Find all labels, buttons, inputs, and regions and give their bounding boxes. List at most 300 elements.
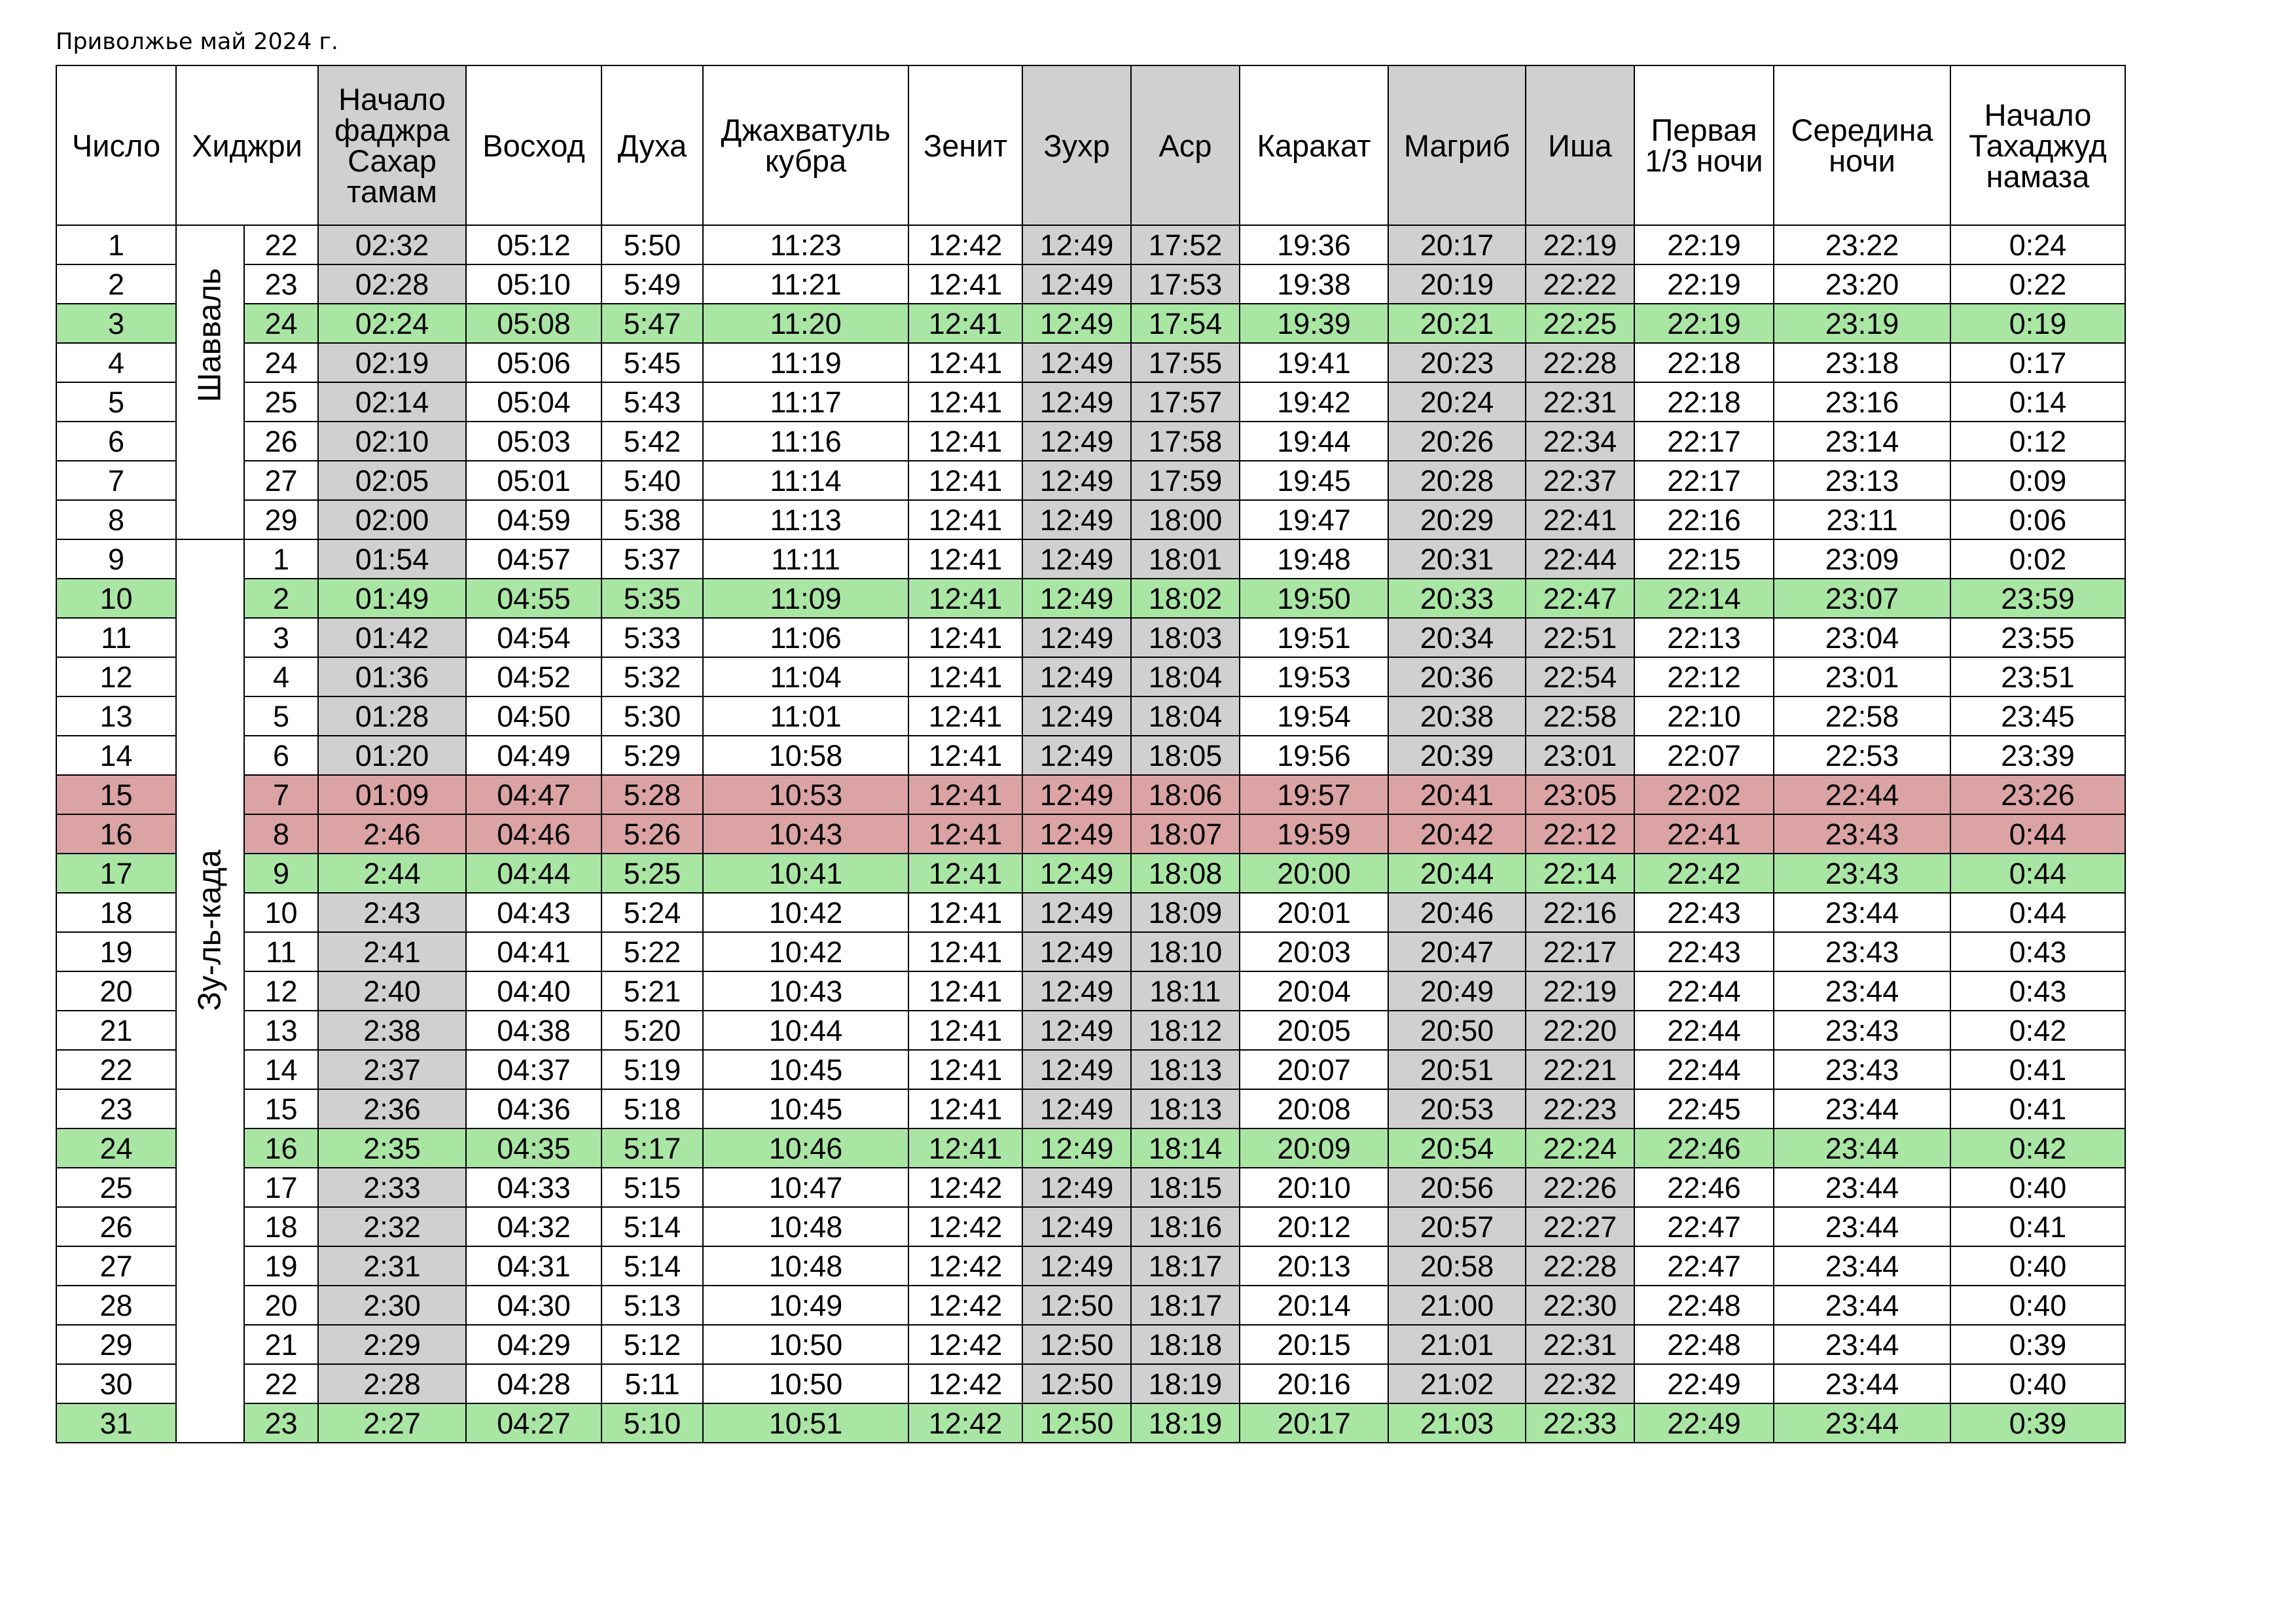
table-row — [56, 579, 2125, 618]
zuhr-cell: 12:49 — [1022, 657, 1131, 696]
table-row — [56, 932, 2125, 971]
zenith-cell: 12:41 — [908, 618, 1022, 657]
header-zuhr: Зухр — [1022, 65, 1131, 225]
zenith-cell: 12:41 — [908, 382, 1022, 422]
sunrise-cell: 05:06 — [466, 343, 601, 382]
asr-cell: 17:58 — [1131, 422, 1240, 461]
fajr-cell: 02:24 — [318, 304, 466, 343]
kubra-cell: 10:53 — [703, 775, 908, 814]
maghrib-cell: 21:00 — [1388, 1286, 1526, 1325]
midnight-cell: 23:14 — [1774, 422, 1950, 461]
header-duha: Духа — [601, 65, 703, 225]
first-third-cell: 22:10 — [1634, 696, 1774, 736]
zenith-cell: 12:41 — [908, 422, 1022, 461]
document-title: Приволжье май 2024 г. — [56, 29, 338, 55]
midnight-cell: 23:43 — [1774, 814, 1950, 854]
zuhr-cell: 12:49 — [1022, 1207, 1131, 1246]
asr-cell: 18:04 — [1131, 696, 1240, 736]
day-cell: 26 — [56, 1207, 176, 1246]
fajr-cell: 2:43 — [318, 893, 466, 932]
fajr-cell: 2:41 — [318, 932, 466, 971]
zenith-cell: 12:42 — [908, 1246, 1022, 1286]
duha-cell: 5:38 — [601, 500, 703, 539]
asr-cell: 17:54 — [1131, 304, 1240, 343]
header-karahat: Каракат — [1240, 65, 1388, 225]
karahat-cell: 20:17 — [1240, 1403, 1388, 1443]
sunrise-cell: 04:33 — [466, 1168, 601, 1207]
isha-cell: 22:12 — [1526, 814, 1634, 854]
isha-cell: 22:26 — [1526, 1168, 1634, 1207]
asr-cell: 18:08 — [1131, 854, 1240, 893]
hijri-day-cell: 21 — [244, 1325, 318, 1364]
sunrise-cell: 04:44 — [466, 854, 601, 893]
karahat-cell: 19:44 — [1240, 422, 1388, 461]
isha-cell: 22:24 — [1526, 1128, 1634, 1168]
zenith-cell: 12:41 — [908, 814, 1022, 854]
sunrise-cell: 04:41 — [466, 932, 601, 971]
duha-cell: 5:35 — [601, 579, 703, 618]
header-isha: Иша — [1526, 65, 1634, 225]
midnight-cell: 23:44 — [1774, 971, 1950, 1011]
hijri-day-cell: 24 — [244, 304, 318, 343]
karahat-cell: 20:05 — [1240, 1011, 1388, 1050]
maghrib-cell: 20:58 — [1388, 1246, 1526, 1286]
sunrise-cell: 05:03 — [466, 422, 601, 461]
asr-cell: 17:53 — [1131, 264, 1240, 304]
isha-cell: 22:32 — [1526, 1364, 1634, 1403]
fajr-cell: 2:40 — [318, 971, 466, 1011]
duha-cell: 5:29 — [601, 736, 703, 775]
hijri-day-cell: 6 — [244, 736, 318, 775]
header-day: Число — [56, 65, 176, 225]
fajr-cell: 02:10 — [318, 422, 466, 461]
maghrib-cell: 20:23 — [1388, 343, 1526, 382]
duha-cell: 5:43 — [601, 382, 703, 422]
zuhr-cell: 12:49 — [1022, 814, 1131, 854]
tahajjud-cell: 23:55 — [1950, 618, 2125, 657]
asr-cell: 18:07 — [1131, 814, 1240, 854]
kubra-cell: 11:11 — [703, 539, 908, 579]
duha-cell: 5:49 — [601, 264, 703, 304]
hijri-month-label: Зу-ль-када — [192, 849, 228, 1011]
isha-cell: 22:54 — [1526, 657, 1634, 696]
hijri-day-cell: 4 — [244, 657, 318, 696]
maghrib-cell: 20:17 — [1388, 225, 1526, 264]
day-cell: 15 — [56, 775, 176, 814]
midnight-cell: 23:44 — [1774, 1207, 1950, 1246]
midnight-cell: 23:01 — [1774, 657, 1950, 696]
table-row — [56, 736, 2125, 775]
kubra-cell: 10:58 — [703, 736, 908, 775]
first-third-cell: 22:47 — [1634, 1207, 1774, 1246]
duha-cell: 5:42 — [601, 422, 703, 461]
day-cell: 17 — [56, 854, 176, 893]
isha-cell: 22:31 — [1526, 382, 1634, 422]
karahat-cell: 20:14 — [1240, 1286, 1388, 1325]
kubra-cell: 11:04 — [703, 657, 908, 696]
isha-cell: 22:47 — [1526, 579, 1634, 618]
zenith-cell: 12:41 — [908, 304, 1022, 343]
hijri-day-cell: 22 — [244, 1364, 318, 1403]
karahat-cell: 19:50 — [1240, 579, 1388, 618]
tahajjud-cell: 0:44 — [1950, 814, 2125, 854]
first-third-cell: 22:12 — [1634, 657, 1774, 696]
tahajjud-cell: 0:42 — [1950, 1011, 2125, 1050]
zuhr-cell: 12:49 — [1022, 932, 1131, 971]
karahat-cell: 20:12 — [1240, 1207, 1388, 1246]
first-third-cell: 22:18 — [1634, 382, 1774, 422]
kubra-cell: 10:48 — [703, 1207, 908, 1246]
table-row — [56, 1168, 2125, 1207]
asr-cell: 18:10 — [1131, 932, 1240, 971]
karahat-cell: 20:16 — [1240, 1364, 1388, 1403]
kubra-cell: 11:16 — [703, 422, 908, 461]
kubra-cell: 10:48 — [703, 1246, 908, 1286]
zuhr-cell: 12:49 — [1022, 696, 1131, 736]
zenith-cell: 12:41 — [908, 579, 1022, 618]
karahat-cell: 19:47 — [1240, 500, 1388, 539]
maghrib-cell: 20:33 — [1388, 579, 1526, 618]
sunrise-cell: 04:31 — [466, 1246, 601, 1286]
sunrise-cell: 04:40 — [466, 971, 601, 1011]
isha-cell: 22:17 — [1526, 932, 1634, 971]
zuhr-cell: 12:49 — [1022, 971, 1131, 1011]
table-row — [56, 893, 2125, 932]
table-row — [56, 854, 2125, 893]
table-row — [56, 343, 2125, 382]
table-row — [56, 775, 2125, 814]
asr-cell: 18:09 — [1131, 893, 1240, 932]
fajr-cell: 2:33 — [318, 1168, 466, 1207]
zenith-cell: 12:42 — [908, 1286, 1022, 1325]
sunrise-cell: 05:10 — [466, 264, 601, 304]
hijri-day-cell: 12 — [244, 971, 318, 1011]
karahat-cell: 20:04 — [1240, 971, 1388, 1011]
first-third-cell: 22:46 — [1634, 1128, 1774, 1168]
kubra-cell: 11:19 — [703, 343, 908, 382]
duha-cell: 5:40 — [601, 461, 703, 500]
asr-cell: 18:13 — [1131, 1050, 1240, 1089]
isha-cell: 22:31 — [1526, 1325, 1634, 1364]
fajr-cell: 2:46 — [318, 814, 466, 854]
tahajjud-cell: 0:24 — [1950, 225, 2125, 264]
fajr-cell: 01:28 — [318, 696, 466, 736]
midnight-cell: 23:44 — [1774, 1364, 1950, 1403]
first-third-cell: 22:17 — [1634, 422, 1774, 461]
midnight-cell: 23:43 — [1774, 932, 1950, 971]
zuhr-cell: 12:49 — [1022, 893, 1131, 932]
first-third-cell: 22:49 — [1634, 1364, 1774, 1403]
sunrise-cell: 04:38 — [466, 1011, 601, 1050]
kubra-cell: 10:43 — [703, 971, 908, 1011]
asr-cell: 17:59 — [1131, 461, 1240, 500]
first-third-cell: 22:19 — [1634, 225, 1774, 264]
kubra-cell: 10:47 — [703, 1168, 908, 1207]
fajr-cell: 02:28 — [318, 264, 466, 304]
midnight-cell: 23:19 — [1774, 304, 1950, 343]
tahajjud-cell: 0:39 — [1950, 1325, 2125, 1364]
midnight-cell: 22:44 — [1774, 775, 1950, 814]
kubra-cell: 10:44 — [703, 1011, 908, 1050]
zuhr-cell: 12:49 — [1022, 1011, 1131, 1050]
hijri-day-cell: 5 — [244, 696, 318, 736]
sunrise-cell: 04:27 — [466, 1403, 601, 1443]
sunrise-cell: 04:30 — [466, 1286, 601, 1325]
maghrib-cell: 20:38 — [1388, 696, 1526, 736]
header-row — [56, 65, 2125, 225]
tahajjud-cell: 0:14 — [1950, 382, 2125, 422]
kubra-cell: 11:20 — [703, 304, 908, 343]
day-cell: 16 — [56, 814, 176, 854]
hijri-day-cell: 10 — [244, 893, 318, 932]
kubra-cell: 10:50 — [703, 1364, 908, 1403]
header-kubra: Джахватуль кубра — [703, 65, 908, 225]
zuhr-cell: 12:50 — [1022, 1403, 1131, 1443]
table-row — [56, 814, 2125, 854]
table-row — [56, 1364, 2125, 1403]
day-cell: 8 — [56, 500, 176, 539]
kubra-cell: 10:51 — [703, 1403, 908, 1443]
sunrise-cell: 04:43 — [466, 893, 601, 932]
day-cell: 1 — [56, 225, 176, 264]
midnight-cell: 23:44 — [1774, 1325, 1950, 1364]
karahat-cell: 20:10 — [1240, 1168, 1388, 1207]
day-cell: 14 — [56, 736, 176, 775]
isha-cell: 22:34 — [1526, 422, 1634, 461]
zuhr-cell: 12:49 — [1022, 1246, 1131, 1286]
hijri-day-cell: 17 — [244, 1168, 318, 1207]
asr-cell: 18:06 — [1131, 775, 1240, 814]
zenith-cell: 12:42 — [908, 1207, 1022, 1246]
hijri-day-cell: 1 — [244, 539, 318, 579]
karahat-cell: 19:51 — [1240, 618, 1388, 657]
karahat-cell: 20:13 — [1240, 1246, 1388, 1286]
zuhr-cell: 12:49 — [1022, 382, 1131, 422]
zuhr-cell: 12:49 — [1022, 1089, 1131, 1128]
maghrib-cell: 21:03 — [1388, 1403, 1526, 1443]
sunrise-cell: 04:37 — [466, 1050, 601, 1089]
duha-cell: 5:24 — [601, 893, 703, 932]
zuhr-cell: 12:50 — [1022, 1364, 1131, 1403]
sunrise-cell: 04:46 — [466, 814, 601, 854]
zenith-cell: 12:41 — [908, 539, 1022, 579]
tahajjud-cell: 0:06 — [1950, 500, 2125, 539]
sunrise-cell: 04:55 — [466, 579, 601, 618]
hijri-day-cell: 11 — [244, 932, 318, 971]
asr-cell: 18:11 — [1131, 971, 1240, 1011]
day-cell: 10 — [56, 579, 176, 618]
hijri-day-cell: 23 — [244, 264, 318, 304]
fajr-cell: 02:32 — [318, 225, 466, 264]
duha-cell: 5:32 — [601, 657, 703, 696]
asr-cell: 17:55 — [1131, 343, 1240, 382]
fajr-cell: 01:36 — [318, 657, 466, 696]
fajr-cell: 2:36 — [318, 1089, 466, 1128]
isha-cell: 22:28 — [1526, 343, 1634, 382]
fajr-cell: 2:31 — [318, 1246, 466, 1286]
kubra-cell: 11:06 — [703, 618, 908, 657]
day-cell: 2 — [56, 264, 176, 304]
fajr-cell: 02:14 — [318, 382, 466, 422]
duha-cell: 5:20 — [601, 1011, 703, 1050]
header-maghrib: Магриб — [1388, 65, 1526, 225]
maghrib-cell: 20:31 — [1388, 539, 1526, 579]
asr-cell: 18:19 — [1131, 1364, 1240, 1403]
karahat-cell: 19:45 — [1240, 461, 1388, 500]
asr-cell: 18:03 — [1131, 618, 1240, 657]
zenith-cell: 12:42 — [908, 1168, 1022, 1207]
karahat-cell: 19:39 — [1240, 304, 1388, 343]
kubra-cell: 11:13 — [703, 500, 908, 539]
asr-cell: 18:01 — [1131, 539, 1240, 579]
hijri-day-cell: 15 — [244, 1089, 318, 1128]
first-third-cell: 22:19 — [1634, 264, 1774, 304]
first-third-cell: 22:07 — [1634, 736, 1774, 775]
duha-cell: 5:19 — [601, 1050, 703, 1089]
midnight-cell: 23:09 — [1774, 539, 1950, 579]
tahajjud-cell: 23:39 — [1950, 736, 2125, 775]
zuhr-cell: 12:49 — [1022, 775, 1131, 814]
day-cell: 29 — [56, 1325, 176, 1364]
header-sunrise: Восход — [466, 65, 601, 225]
maghrib-cell: 20:51 — [1388, 1050, 1526, 1089]
table-row — [56, 657, 2125, 696]
duha-cell: 5:25 — [601, 854, 703, 893]
sunrise-cell: 04:49 — [466, 736, 601, 775]
hijri-day-cell: 23 — [244, 1403, 318, 1443]
table-row — [56, 225, 2125, 264]
isha-cell: 22:21 — [1526, 1050, 1634, 1089]
zenith-cell: 12:41 — [908, 736, 1022, 775]
asr-cell: 18:17 — [1131, 1286, 1240, 1325]
maghrib-cell: 20:49 — [1388, 971, 1526, 1011]
midnight-cell: 23:43 — [1774, 1050, 1950, 1089]
zenith-cell: 12:41 — [908, 696, 1022, 736]
table-row — [56, 1207, 2125, 1246]
zuhr-cell: 12:49 — [1022, 618, 1131, 657]
maghrib-cell: 20:28 — [1388, 461, 1526, 500]
midnight-cell: 23:43 — [1774, 1011, 1950, 1050]
kubra-cell: 10:43 — [703, 814, 908, 854]
first-third-cell: 22:48 — [1634, 1286, 1774, 1325]
asr-cell: 18:14 — [1131, 1128, 1240, 1168]
hijri-day-cell: 8 — [244, 814, 318, 854]
day-cell: 22 — [56, 1050, 176, 1089]
maghrib-cell: 20:53 — [1388, 1089, 1526, 1128]
duha-cell: 5:28 — [601, 775, 703, 814]
zenith-cell: 12:42 — [908, 225, 1022, 264]
day-cell: 4 — [56, 343, 176, 382]
karahat-cell: 19:48 — [1240, 539, 1388, 579]
kubra-cell: 10:46 — [703, 1128, 908, 1168]
header-first-third: Первая 1/3 ночи — [1634, 65, 1774, 225]
maghrib-cell: 20:41 — [1388, 775, 1526, 814]
day-cell: 12 — [56, 657, 176, 696]
asr-cell: 18:16 — [1131, 1207, 1240, 1246]
karahat-cell: 20:09 — [1240, 1128, 1388, 1168]
zenith-cell: 12:41 — [908, 657, 1022, 696]
sunrise-cell: 04:52 — [466, 657, 601, 696]
maghrib-cell: 20:42 — [1388, 814, 1526, 854]
hijri-day-cell: 27 — [244, 461, 318, 500]
isha-cell: 22:37 — [1526, 461, 1634, 500]
karahat-cell: 20:08 — [1240, 1089, 1388, 1128]
duha-cell: 5:10 — [601, 1403, 703, 1443]
zenith-cell: 12:41 — [908, 893, 1022, 932]
tahajjud-cell: 0:43 — [1950, 971, 2125, 1011]
midnight-cell: 23:07 — [1774, 579, 1950, 618]
first-third-cell: 22:02 — [1634, 775, 1774, 814]
header-asr: Аср — [1131, 65, 1240, 225]
isha-cell: 22:25 — [1526, 304, 1634, 343]
maghrib-cell: 20:36 — [1388, 657, 1526, 696]
kubra-cell: 10:42 — [703, 932, 908, 971]
day-cell: 7 — [56, 461, 176, 500]
table-row — [56, 1011, 2125, 1050]
midnight-cell: 23:43 — [1774, 854, 1950, 893]
kubra-cell: 10:49 — [703, 1286, 908, 1325]
duha-cell: 5:18 — [601, 1089, 703, 1128]
tahajjud-cell: 0:40 — [1950, 1286, 2125, 1325]
day-cell: 27 — [56, 1246, 176, 1286]
hijri-day-cell: 9 — [244, 854, 318, 893]
maghrib-cell: 20:57 — [1388, 1207, 1526, 1246]
table-row — [56, 971, 2125, 1011]
zuhr-cell: 12:49 — [1022, 500, 1131, 539]
zenith-cell: 12:41 — [908, 461, 1022, 500]
zenith-cell: 12:41 — [908, 854, 1022, 893]
fajr-cell: 2:29 — [318, 1325, 466, 1364]
tahajjud-cell: 0:40 — [1950, 1168, 2125, 1207]
midnight-cell: 22:58 — [1774, 696, 1950, 736]
karahat-cell: 20:01 — [1240, 893, 1388, 932]
midnight-cell: 23:44 — [1774, 1128, 1950, 1168]
tahajjud-cell: 0:02 — [1950, 539, 2125, 579]
tahajjud-cell: 0:12 — [1950, 422, 2125, 461]
tahajjud-cell: 0:44 — [1950, 854, 2125, 893]
midnight-cell: 23:44 — [1774, 1089, 1950, 1128]
zenith-cell: 12:41 — [908, 1050, 1022, 1089]
zuhr-cell: 12:49 — [1022, 461, 1131, 500]
isha-cell: 22:33 — [1526, 1403, 1634, 1443]
isha-cell: 22:19 — [1526, 971, 1634, 1011]
table-row — [56, 539, 2125, 579]
kubra-cell: 11:09 — [703, 579, 908, 618]
hijri-day-cell: 7 — [244, 775, 318, 814]
maghrib-cell: 20:29 — [1388, 500, 1526, 539]
isha-cell: 22:19 — [1526, 225, 1634, 264]
fajr-cell: 2:38 — [318, 1011, 466, 1050]
isha-cell: 22:44 — [1526, 539, 1634, 579]
duha-cell: 5:26 — [601, 814, 703, 854]
fajr-cell: 2:44 — [318, 854, 466, 893]
table-row — [56, 304, 2125, 343]
kubra-cell: 10:50 — [703, 1325, 908, 1364]
karahat-cell: 19:36 — [1240, 225, 1388, 264]
isha-cell: 22:58 — [1526, 696, 1634, 736]
first-third-cell: 22:48 — [1634, 1325, 1774, 1364]
table-row — [56, 422, 2125, 461]
fajr-cell: 02:19 — [318, 343, 466, 382]
day-cell: 19 — [56, 932, 176, 971]
maghrib-cell: 20:54 — [1388, 1128, 1526, 1168]
duha-cell: 5:45 — [601, 343, 703, 382]
fajr-cell: 2:37 — [318, 1050, 466, 1089]
kubra-cell: 11:21 — [703, 264, 908, 304]
zuhr-cell: 12:49 — [1022, 304, 1131, 343]
duha-cell: 5:13 — [601, 1286, 703, 1325]
tahajjud-cell: 23:59 — [1950, 579, 2125, 618]
